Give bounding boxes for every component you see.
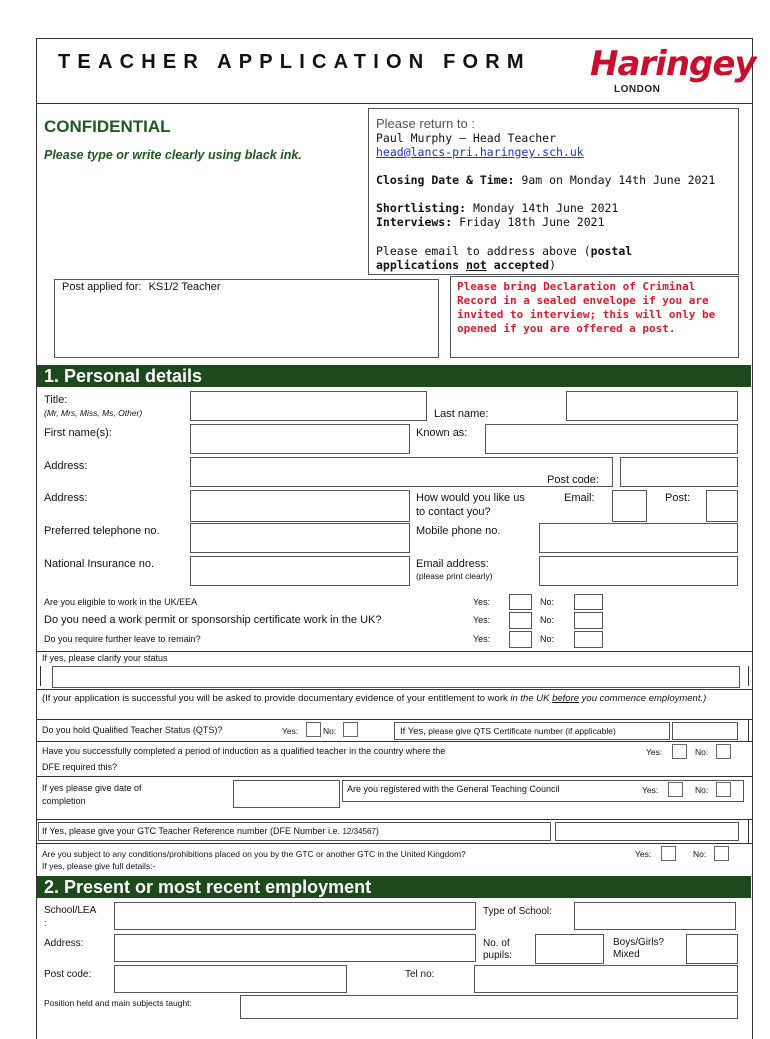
evidence-note: [42, 692, 742, 705]
boys-girls-label-2: Mixed: [613, 949, 640, 960]
eligible-yes-box[interactable]: [509, 594, 532, 610]
employer-tel-label: Tel no:: [405, 969, 435, 980]
divider: [748, 819, 749, 843]
divider: [36, 819, 752, 820]
section-1-header: 1. Personal details: [37, 365, 751, 387]
gtc-question: Are you registered with the General Teaching Council: [347, 784, 560, 794]
leave-no-label: No:: [540, 634, 555, 644]
note-pre: Please email to address above (: [376, 244, 591, 258]
qts-cert-label-main: If Yes,: [400, 726, 426, 737]
permit-yes-box[interactable]: [509, 612, 532, 629]
permit-no-label: No:: [540, 615, 555, 625]
completion-label-1: If yes please give date of: [42, 783, 142, 793]
haringey-logo: [590, 44, 756, 100]
eligible-yes-label: Yes:: [473, 597, 491, 607]
last-name-input[interactable]: [566, 391, 738, 421]
gtc-no-label: No:: [695, 785, 709, 795]
completion-date-input[interactable]: [233, 780, 340, 808]
gtc-ref-example: 12/34567: [342, 827, 376, 836]
employer-address-label: Address:: [44, 938, 84, 949]
gtc-ref-pre: If Yes, please give your GTC Teacher Reference number (DFE Number i.e.: [42, 826, 343, 836]
first-names-input[interactable]: [190, 424, 410, 454]
post-applied-value: KS1/2 Teacher: [148, 281, 221, 293]
mobile-input[interactable]: [539, 523, 738, 553]
school-lea-colon: :: [44, 918, 47, 928]
post-option-label: Post:: [665, 492, 691, 504]
employer-post-code-label: Post code:: [44, 969, 92, 980]
qts-no-label: No:: [323, 726, 337, 736]
school-lea-input[interactable]: [114, 902, 476, 930]
note-bold1: postal applications: [376, 244, 633, 272]
gtc-yes-checkbox[interactable]: [668, 782, 683, 797]
divider: [748, 719, 749, 741]
conditions-no-checkbox[interactable]: [714, 846, 729, 861]
note-not: not: [466, 258, 487, 272]
employer-post-code-input[interactable]: [114, 965, 347, 993]
header-divider: [36, 103, 752, 104]
induction-yes-label: Yes:: [646, 747, 663, 757]
pref-tel-label: Preferred telephone no.: [44, 525, 160, 537]
conditions-yes-label: Yes:: [635, 849, 652, 859]
pupils-input[interactable]: [535, 934, 604, 964]
qts-no-checkbox[interactable]: [343, 722, 358, 737]
last-name-label: Last name:: [434, 408, 489, 420]
form-title: TEACHER APPLICATION FORM: [58, 51, 531, 73]
gtc-ref-post: ): [375, 826, 379, 836]
type-of-school-input[interactable]: [574, 902, 736, 930]
boys-girls-input[interactable]: [686, 934, 738, 964]
contact-question-2: to contact you?: [416, 506, 491, 518]
induction-question-1: Have you successfully completed a period of induction as a qualified teacher in the country where the: [42, 746, 446, 756]
pupils-label-1: No. of: [483, 938, 510, 949]
clarify-status-label: If yes, please clarify your status: [42, 653, 168, 663]
leave-question: Do you require further leave to remain?: [44, 634, 201, 644]
induction-yes-checkbox[interactable]: [672, 744, 687, 759]
qts-yes-checkbox[interactable]: [306, 722, 321, 737]
logo-sub: LONDON: [614, 84, 661, 95]
gtc-no-checkbox[interactable]: [716, 782, 731, 797]
conditions-no-label: No:: [693, 849, 707, 859]
evidence-it1: in the UK: [510, 693, 553, 704]
contact-question-1: How would you like us: [416, 492, 525, 504]
interviews-value: Friday 18th June 2021: [452, 215, 605, 229]
email-option-box[interactable]: [612, 490, 647, 522]
evidence-before: before: [552, 693, 580, 704]
first-names-label: First name(s):: [44, 427, 112, 439]
qts-yes-label: Yes:: [282, 726, 299, 736]
address2-label: Address:: [44, 492, 88, 504]
conditions-yes-checkbox[interactable]: [661, 846, 676, 861]
closing-label: Closing Date & Time:: [376, 173, 515, 187]
address1-label: Address:: [44, 460, 88, 472]
title-hint: (Mr, Mrs, Miss, Ms, Other): [44, 408, 143, 418]
email-address-input[interactable]: [539, 556, 738, 586]
type-of-school-label: Type of School:: [483, 906, 552, 917]
gtc-yes-label: Yes:: [642, 785, 659, 795]
section-2-header: 2. Present or most recent employment: [37, 876, 751, 898]
eligible-no-box[interactable]: [574, 594, 603, 610]
divider: [36, 689, 752, 690]
title-input[interactable]: [190, 391, 427, 421]
post-code-label: Post code:: [547, 474, 599, 486]
known-as-label: Known as:: [416, 427, 468, 439]
post-code-input[interactable]: [620, 457, 738, 487]
induction-no-checkbox[interactable]: [716, 744, 731, 759]
post-applied-label: Post applied for:: [62, 281, 142, 293]
return-email-link[interactable]: head@lancs-pri.haringey.sch.uk: [376, 145, 584, 159]
divider: [36, 651, 752, 652]
divider: [748, 666, 749, 686]
permit-yes-label: Yes:: [473, 615, 491, 625]
email-option-label: Email:: [564, 492, 595, 504]
permit-no-box[interactable]: [574, 612, 603, 629]
postal-note: [376, 244, 696, 272]
qts-cert-input[interactable]: [672, 722, 738, 740]
mobile-label: Mobile phone no.: [416, 525, 501, 537]
school-lea-label: School/LEA: [44, 905, 97, 916]
note-bold2: accepted: [486, 258, 550, 272]
confidential-heading: CONFIDENTIAL: [44, 117, 171, 136]
eligible-no-label: No:: [540, 597, 555, 607]
return-heading: Please return to :: [376, 116, 475, 131]
permit-question: Do you need a work permit or sponsorship certificate work in the UK?: [44, 614, 382, 626]
gtc-ref-label: [42, 826, 379, 837]
induction-no-label: No:: [695, 747, 709, 757]
qts-question: Do you hold Qualified Teacher Status (QTS)?: [42, 725, 223, 735]
divider: [36, 776, 752, 777]
closing-date: [376, 173, 731, 187]
divider: [36, 741, 752, 742]
logo-text: Haringey: [590, 44, 756, 84]
evidence-pre: (If your application is successful you will be asked to provide documentary evidence of your entitlement to work: [42, 693, 511, 704]
clarify-status-input[interactable]: [52, 666, 740, 688]
email-address-hint: (please print clearly): [416, 571, 493, 581]
position-label: Position held and main subjects taught:: [44, 998, 192, 1008]
employer-tel-input[interactable]: [474, 965, 738, 993]
ni-label: National Insurance no.: [44, 558, 155, 570]
leave-yes-box[interactable]: [509, 631, 532, 648]
note-post: ): [549, 258, 557, 272]
evidence-it2: you commence employment.): [579, 693, 707, 704]
divider: [36, 843, 752, 844]
title-label: Title:: [44, 394, 68, 406]
qts-cert-label: [400, 725, 616, 738]
eligible-question: Are you eligible to work in the UK/EEA: [44, 597, 198, 607]
position-input[interactable]: [240, 995, 738, 1019]
shortlisting-value: Monday 14th June 2021: [466, 201, 619, 215]
divider: [40, 666, 41, 686]
post-option-box[interactable]: [706, 490, 738, 522]
qts-cert-label-small: please give QTS Certificate number (if applicable): [425, 726, 616, 736]
interviews: [376, 215, 605, 229]
address2-input[interactable]: [190, 490, 410, 522]
divider: [36, 719, 752, 720]
interviews-label: Interviews:: [376, 215, 453, 229]
leave-no-box[interactable]: [574, 631, 603, 648]
return-name: Paul Murphy – Head Teacher: [376, 131, 557, 145]
conditions-details: If yes, please give full details:-: [42, 861, 156, 871]
conditions-question: Are you subject to any conditions/prohibitions placed on you by the GTC or another GTC in the United Kingdom?: [42, 849, 466, 859]
known-as-input[interactable]: [485, 424, 738, 454]
email-address-label: Email address:: [416, 558, 489, 570]
leave-yes-label: Yes:: [473, 634, 491, 644]
induction-question-2: DFE required this?: [42, 762, 118, 772]
criminal-record-warning: Please bring Declaration of Criminal Record in a sealed envelope if you are invited to interview; this will only be opened if you are offered a post.: [457, 280, 716, 335]
pref-tel-input[interactable]: [190, 523, 410, 553]
boys-girls-label-1: Boys/Girls?: [613, 937, 665, 948]
ink-instruction: Please type or write clearly using black ink.: [44, 148, 302, 162]
completion-label-2: completion: [42, 796, 86, 806]
closing-value: 9am on Monday 14th June 2021: [514, 173, 716, 187]
shortlisting: [376, 201, 618, 215]
shortlisting-label: Shortlisting:: [376, 201, 467, 215]
post-applied: [62, 281, 221, 294]
employer-address-input[interactable]: [114, 934, 476, 962]
pupils-label-2: pupils:: [483, 950, 512, 961]
ni-input[interactable]: [190, 556, 410, 586]
gtc-ref-input[interactable]: [555, 822, 739, 841]
